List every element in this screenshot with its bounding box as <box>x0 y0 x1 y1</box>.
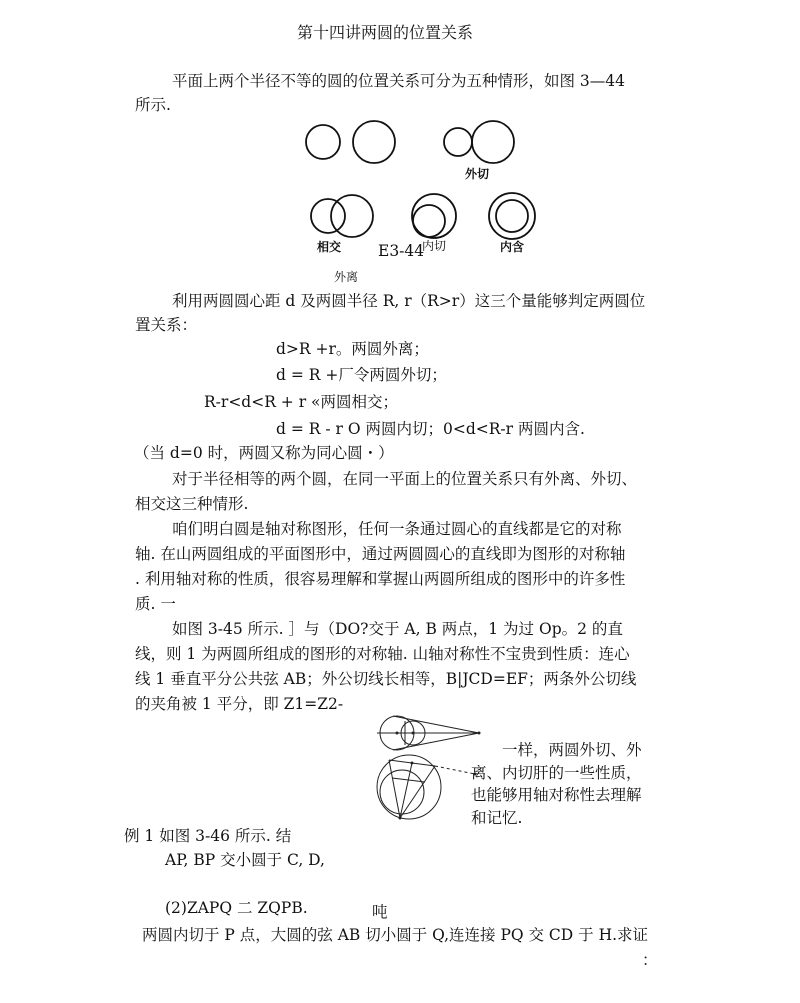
circle-contain-small <box>496 200 528 232</box>
fig346-large-circle <box>377 755 441 819</box>
fig346-line-ap <box>389 760 400 818</box>
para-d-line-1: 利用两圆圆心距 d 及两圆半径 R, r（R>r）这三个量能够判定两圆位 <box>172 292 646 310</box>
para-axis-line-4: 质. 一 <box>135 595 176 613</box>
para-345-line-3: 线 1 垂直平分公共弦 AB；外公切线长相等，B|JCD=EF；两条外公切线 <box>135 670 637 688</box>
circle-intersect-small <box>311 199 345 233</box>
condition-1: d>R +r。两圆外离； <box>276 340 429 358</box>
para-axis-line-2: 轴. 在山两圆组成的平面图形中，通过两圆圆心的直线即为图形的对称轴 <box>135 545 626 563</box>
para-345-line-2: 线，则 1 为两圆所组成的图形的对称轴. 山轴对称性不宝贵到性质：连心 <box>135 645 630 663</box>
circle-tangent-int-small <box>413 205 445 237</box>
figure-3-46 <box>375 740 485 830</box>
side-text-line-2: 离、内切肝的一些性质， <box>471 764 642 782</box>
circle-tangent-ext-small <box>444 128 472 156</box>
fig345-tangent-upper <box>393 716 479 733</box>
para-axis-line-3: . 利用轴对称的性质，很容易理解和掌握山两圆所组成的图形中的许多性 <box>135 570 626 588</box>
para-axis-line-1: 咱们明白圆是轴对称图形，任何一条通过圆心的直线都是它的对称 <box>172 520 622 538</box>
para-345-line-4: 的夹角被 1 平分，即 Z1=Z2- <box>135 695 344 713</box>
condition-4: d = R - r O 两圆内切；0<d<R-r 两圆内含. <box>276 420 585 438</box>
circle-apart-large <box>353 121 395 163</box>
label-waili: 外离 <box>334 270 359 284</box>
example-line-4: 两圆内切于 P 点，大圆的弦 AB 切小圆于 Q,连连接 PQ 交 CD 于 H.求证 <box>142 926 649 944</box>
para-equal-line-2: 相交这三种情形. <box>135 495 249 513</box>
condition-3: R-r<d<R + r «两圆相交； <box>204 393 399 411</box>
example-colon: ： <box>642 951 658 969</box>
example-line-1: 例 1 如图 3-46 所示. 结 <box>124 827 292 845</box>
example-line-2: AP, BP 交小圆于 C, D, <box>165 851 325 869</box>
page-title: 第十四讲两圆的位置关系 <box>297 23 474 42</box>
label-waiqie: 外切 <box>465 167 490 181</box>
circle-apart-small <box>306 125 340 159</box>
para-d-line-2: 置关系： <box>135 316 198 334</box>
intro-line-1: 平面上两个半径不等的圆的位置关系可分为五种情形，如图 3—44 <box>172 72 626 90</box>
label-xiangjiao: 相交 <box>317 240 342 254</box>
example-stray-char: 吨 <box>372 903 388 921</box>
condition-2: d = R +厂令两圆外切； <box>276 366 447 384</box>
circle-tangent-ext-large <box>472 121 514 163</box>
para-equal-line-1: 对于半径相等的两个圆，在同一平面上的位置关系只有外离、外切、 <box>172 470 638 488</box>
label-neiqie: 内切 <box>422 239 447 253</box>
intro-line-2: 所示. <box>135 96 171 114</box>
label-neihan: 内含 <box>500 240 525 254</box>
para-345-line-1: 如图 3-45 所示. ］与（DO?交于 A, B 两点，1 为过 Op。2 的直 <box>172 620 623 638</box>
circle-intersect-large <box>331 195 373 237</box>
condition-5: （当 d=0 时，两圆又称为同心圆・） <box>134 444 394 462</box>
side-text-line-3: 也能够用轴对称性去理解 <box>471 786 642 804</box>
figure-caption: E3-44 <box>378 242 425 260</box>
example-line-3: (2)ZAPQ 二 ZQPB. <box>165 899 308 917</box>
circle-tangent-int-large <box>412 194 456 238</box>
side-text-line-1: 一样，两圆外切、外 <box>502 741 642 759</box>
side-text-line-4: 和记忆. <box>471 809 523 827</box>
fig346-extension <box>435 766 475 774</box>
